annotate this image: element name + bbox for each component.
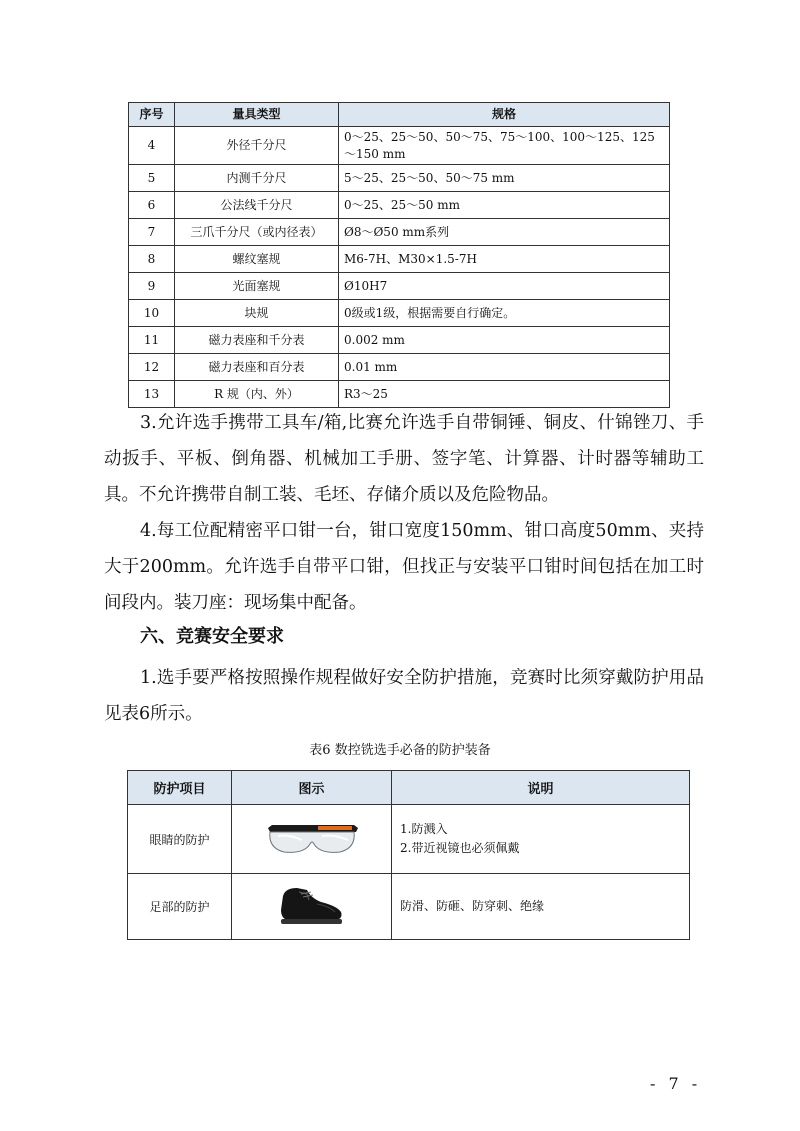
safety-goggles-icon xyxy=(264,818,360,858)
cell-spec: 0.002 mm xyxy=(339,327,670,354)
table-row xyxy=(129,127,670,165)
cell-index: 4 xyxy=(129,127,175,165)
cell-index: 12 xyxy=(129,354,175,381)
cell-spec: 0级或1级，根据需要自行确定。 xyxy=(339,300,670,327)
table-caption: 表6 数控铣选手必备的防护装备 xyxy=(309,743,491,758)
cell-illustration xyxy=(232,874,392,940)
cell-gauge-type: 块规 xyxy=(175,300,339,327)
cell-index: 7 xyxy=(129,219,175,246)
gauge-table-header xyxy=(129,103,670,127)
paragraph-vise xyxy=(104,513,704,621)
cell-protection-item: 眼睛的防护 xyxy=(128,805,232,874)
cell-spec: 0～25、25～50 mm xyxy=(339,192,670,219)
cell-spec: 5～25、25～50、50～75 mm xyxy=(339,165,670,192)
cell-spec: R3～25 xyxy=(339,381,670,408)
table-row xyxy=(129,273,670,300)
paragraph-safety xyxy=(104,660,704,732)
cell-gauge-type: 磁力表座和千分表 xyxy=(175,327,339,354)
table-row xyxy=(129,192,670,219)
gauge-table xyxy=(128,102,670,408)
cell-gauge-type: 外径千分尺 xyxy=(175,127,339,165)
header-illustration: 图示 xyxy=(232,771,392,805)
cell-gauge-type: 公法线千分尺 xyxy=(175,192,339,219)
cell-gauge-type: 内测千分尺 xyxy=(175,165,339,192)
cell-spec: Ø8～Ø50 mm系列 xyxy=(339,219,670,246)
protection-table-header xyxy=(128,771,690,805)
header-protection-item: 防护项目 xyxy=(128,771,232,805)
protection-table xyxy=(127,770,690,940)
description-line-2: 2.带近视镜也必须佩戴 xyxy=(400,841,520,855)
description-line-1: 1.防溅入 xyxy=(400,822,448,836)
cell-description: 防滑、防砸、防穿刺、绝缘 xyxy=(392,874,690,940)
cell-protection-item: 足部的防护 xyxy=(128,874,232,940)
section-heading-safety: 六、竞赛安全要求 xyxy=(140,626,284,647)
table-row xyxy=(129,381,670,408)
header-description: 说明 xyxy=(392,771,690,805)
header-index: 序号 xyxy=(129,103,175,127)
safety-shoe-icon xyxy=(277,882,347,928)
cell-index: 13 xyxy=(129,381,175,408)
table-row xyxy=(129,165,670,192)
header-gauge-type: 量具类型 xyxy=(175,103,339,127)
table-row xyxy=(129,219,670,246)
table-row xyxy=(129,354,670,381)
cell-gauge-type: 光面塞规 xyxy=(175,273,339,300)
table-row xyxy=(128,874,690,940)
cell-index: 6 xyxy=(129,192,175,219)
cell-gauge-type: 螺纹塞规 xyxy=(175,246,339,273)
header-spec: 规格 xyxy=(339,103,670,127)
cell-index: 8 xyxy=(129,246,175,273)
table-row xyxy=(129,327,670,354)
paragraph-tools xyxy=(104,405,704,513)
cell-index: 11 xyxy=(129,327,175,354)
cell-gauge-type: 磁力表座和百分表 xyxy=(175,354,339,381)
cell-gauge-type: 三爪千分尺（或内径表） xyxy=(175,219,339,246)
paragraph-vise-text: 4.每工位配精密平口钳一台，钳口宽度150mm、钳口高度50mm、夹持大于200mm。允许选手自带平口钳，但找正与安装平口钳时间包括在加工时间段内。装刀座：现场集中配备。 xyxy=(104,521,704,613)
cell-illustration xyxy=(232,805,392,874)
table-row xyxy=(129,300,670,327)
cell-description xyxy=(392,805,690,874)
cell-gauge-type: R 规（内、外） xyxy=(175,381,339,408)
table-row xyxy=(128,805,690,874)
table-row xyxy=(129,246,670,273)
cell-spec: 0.01 mm xyxy=(339,354,670,381)
cell-spec: 0～25、25～50、50～75、75～100、100～125、125～150 mm xyxy=(339,127,670,165)
cell-index: 10 xyxy=(129,300,175,327)
cell-spec: Ø10H7 xyxy=(339,273,670,300)
paragraph-tools-text: 3.允许选手携带工具车/箱,比赛允许选手自带铜锤、铜皮、什锦锉刀、手动扳手、平板、倒角器、机械加工手册、签字笔、计算器、计时器等辅助工具。不允许携带自制工装、毛坯、存储介质以及危险物品。 xyxy=(104,413,704,505)
cell-index: 5 xyxy=(129,165,175,192)
cell-index: 9 xyxy=(129,273,175,300)
cell-spec: M6-7H、M30×1.5-7H xyxy=(339,246,670,273)
paragraph-safety-text: 1.选手要严格按照操作规程做好安全防护措施，竞赛时比须穿戴防护用品见表6所示。 xyxy=(104,668,704,724)
page-number: - 7 - xyxy=(650,1074,702,1093)
